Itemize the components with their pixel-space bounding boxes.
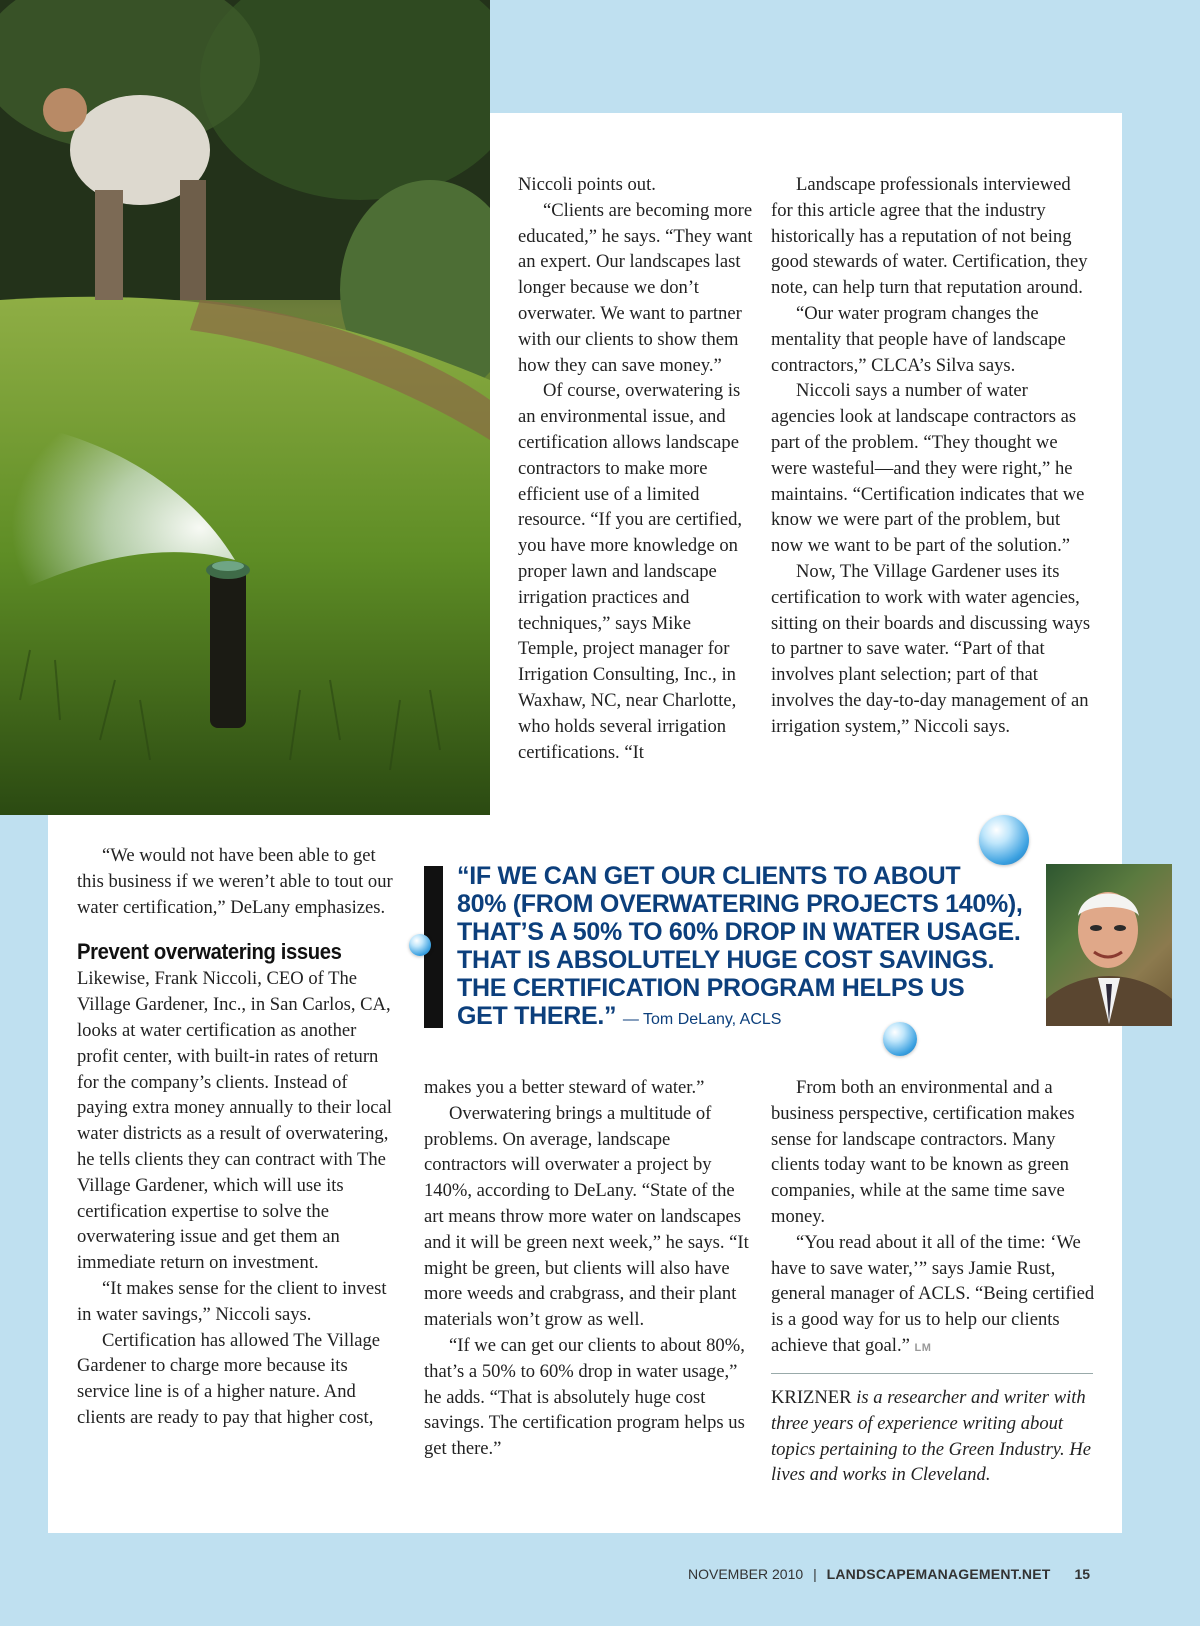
water-droplet-icon [979, 815, 1029, 865]
paragraph: Of course, overwatering is an environmental issue, and certification allows landscape contractors to make more efficient use of a limited resource. “If you are certified, you have more knowledge on proper lawn and landscape irrigation practices and techniques,” says Mike Temple, project manager for Irrigation Consulting, Inc., in Waxhaw, NC, near Charlotte, who holds several irrigation certifications. “It [518, 380, 743, 763]
page-footer [688, 1566, 1108, 1582]
bio-divider [771, 1373, 1093, 1374]
paragraph: Niccoli says a number of water agencies look at landscape contractors as part of the problem. “They thought we were wasteful—and they were right,” he maintains. “Certification indicates that we know we were part of the problem, but now we want to be part of the solution.” [771, 380, 1085, 557]
pull-quote-line: GET THERE.” [457, 1002, 617, 1030]
author-bio [771, 1385, 1096, 1488]
website-link[interactable]: LANDSCAPEMANAGEMENT.NET [826, 1566, 1051, 1582]
paragraph: Now, The Village Gardener uses its certification to work with water agencies, sitting on their boards and discussing ways to partner to save water. “Part of that involves plant selection; part of that involves the day-to-day management of an irrigation system,” Niccoli says. [771, 560, 1091, 737]
paragraph: Overwatering brings a multitude of problems. On average, landscape contractors will overwater a project by 140%, according to DeLany. “State of the art means throw more water on landscapes and it will be green next week,” he says. “It might be green, but clients will also have more weeds and crabgrass, and their plant materials won’t grow as well. [424, 1102, 749, 1331]
water-droplet-icon [409, 934, 431, 956]
paragraph: makes you a better steward of water.” [424, 1077, 705, 1098]
issue-date: NOVEMBER 2010 [688, 1566, 804, 1582]
paragraph: “Our water program changes the mentality that people have of landscape contractors,” CLCA’s Silva says. [771, 302, 1066, 376]
author-name: KRIZNER [771, 1387, 852, 1408]
author-bio-text: is a researcher and writer with three years of experience writing about topics pertaining to the Green Industry. He lives and works in Cleveland. [771, 1387, 1092, 1486]
paragraph-text: “You read about it all of the time: ‘We have to save water,’” says Jamie Rust, general manager of ACLS. “Being certified is a good way for us to help our clients achieve that goal.” [771, 1231, 1095, 1356]
end-mark: LM [914, 1341, 932, 1354]
paragraph: “We would not have been able to get this business if we weren’t able to tout our water certification,” DeLany emphasizes. [77, 845, 393, 918]
pull-quote-line: THAT IS ABSOLUTELY HUGE COST SAVINGS. [457, 946, 995, 974]
pull-quote-last-line [457, 1002, 1057, 1034]
photo-illustration [0, 0, 490, 815]
pull-quote-line: THE CERTIFICATION PROGRAM HELPS US [457, 974, 965, 1002]
page-number: 15 [1074, 1566, 1091, 1582]
paragraph: Landscape professionals interviewed for this article agree that the industry historically has a reputation of not being good stewards of water. Certification, they note, can help turn that reputation around. [771, 174, 1088, 299]
article-column-top-1 [518, 172, 754, 765]
pull-quote-line: 80% (FROM OVERWATERING PROJECTS 140%), [457, 890, 1023, 918]
article-column-bottom-3 [771, 1075, 1096, 1362]
portrait-illustration [1046, 864, 1172, 1026]
pull-quote-line: “IF WE CAN GET OUR CLIENTS TO ABOUT [457, 862, 961, 890]
paragraph: “It makes sense for the client to invest in water savings,” Niccoli says. [77, 1277, 387, 1325]
paragraph: “If we can get our clients to about 80%, that’s a 50% to 60% drop in water usage,” he adds. “That is absolutely huge cost savings. The certification program helps us get there.” [424, 1334, 745, 1460]
paragraph: From both an environmental and a business perspective, certification makes sense for landscape contractors. Many clients today want to be known as green companies, while at the same time save money. [771, 1077, 1075, 1227]
water-droplet-icon [883, 1022, 917, 1056]
paragraph: “Clients are becoming more educated,” he says. “They want an expert. Our landscapes last longer because we don’t overwater. We want to partner with our clients to show them how they can save money.” [518, 199, 753, 376]
article-column-bottom-1 [77, 843, 402, 1431]
paragraph [771, 1230, 1096, 1362]
section-heading: Prevent overwatering issues [77, 939, 342, 965]
pull-quote [457, 862, 1057, 1034]
pull-quote-attribution: — Tom DeLany, ACLS [622, 1011, 782, 1028]
pull-quote-line: THAT’S A 50% TO 60% DROP IN WATER USAGE. [457, 918, 1021, 946]
tom-delany-portrait [1046, 864, 1172, 1026]
paragraph: Niccoli points out. [518, 174, 656, 195]
paragraph: Likewise, Frank Niccoli, CEO of The Village Gardener, Inc., in San Carlos, CA, looks at water certification as another profit center, with built-in rates of return for the company’s clients. Instead of paying extra money annually to their local water districts as a result of overwatering, he tells clients they can contract with The Village Gardener, which will use its certification expertise to solve the overwatering issue and get them an immediate return on investment. [77, 968, 392, 1274]
lawn-sprinkler-photo [0, 0, 490, 815]
paragraph: Certification has allowed The Village Gardener to charge more because its service line is of a higher nature. And clients are ready to pay that higher cost, [77, 1329, 381, 1428]
article-column-top-2 [771, 172, 1096, 740]
article-column-bottom-2 [424, 1075, 749, 1462]
footer-separator: | [813, 1566, 817, 1582]
